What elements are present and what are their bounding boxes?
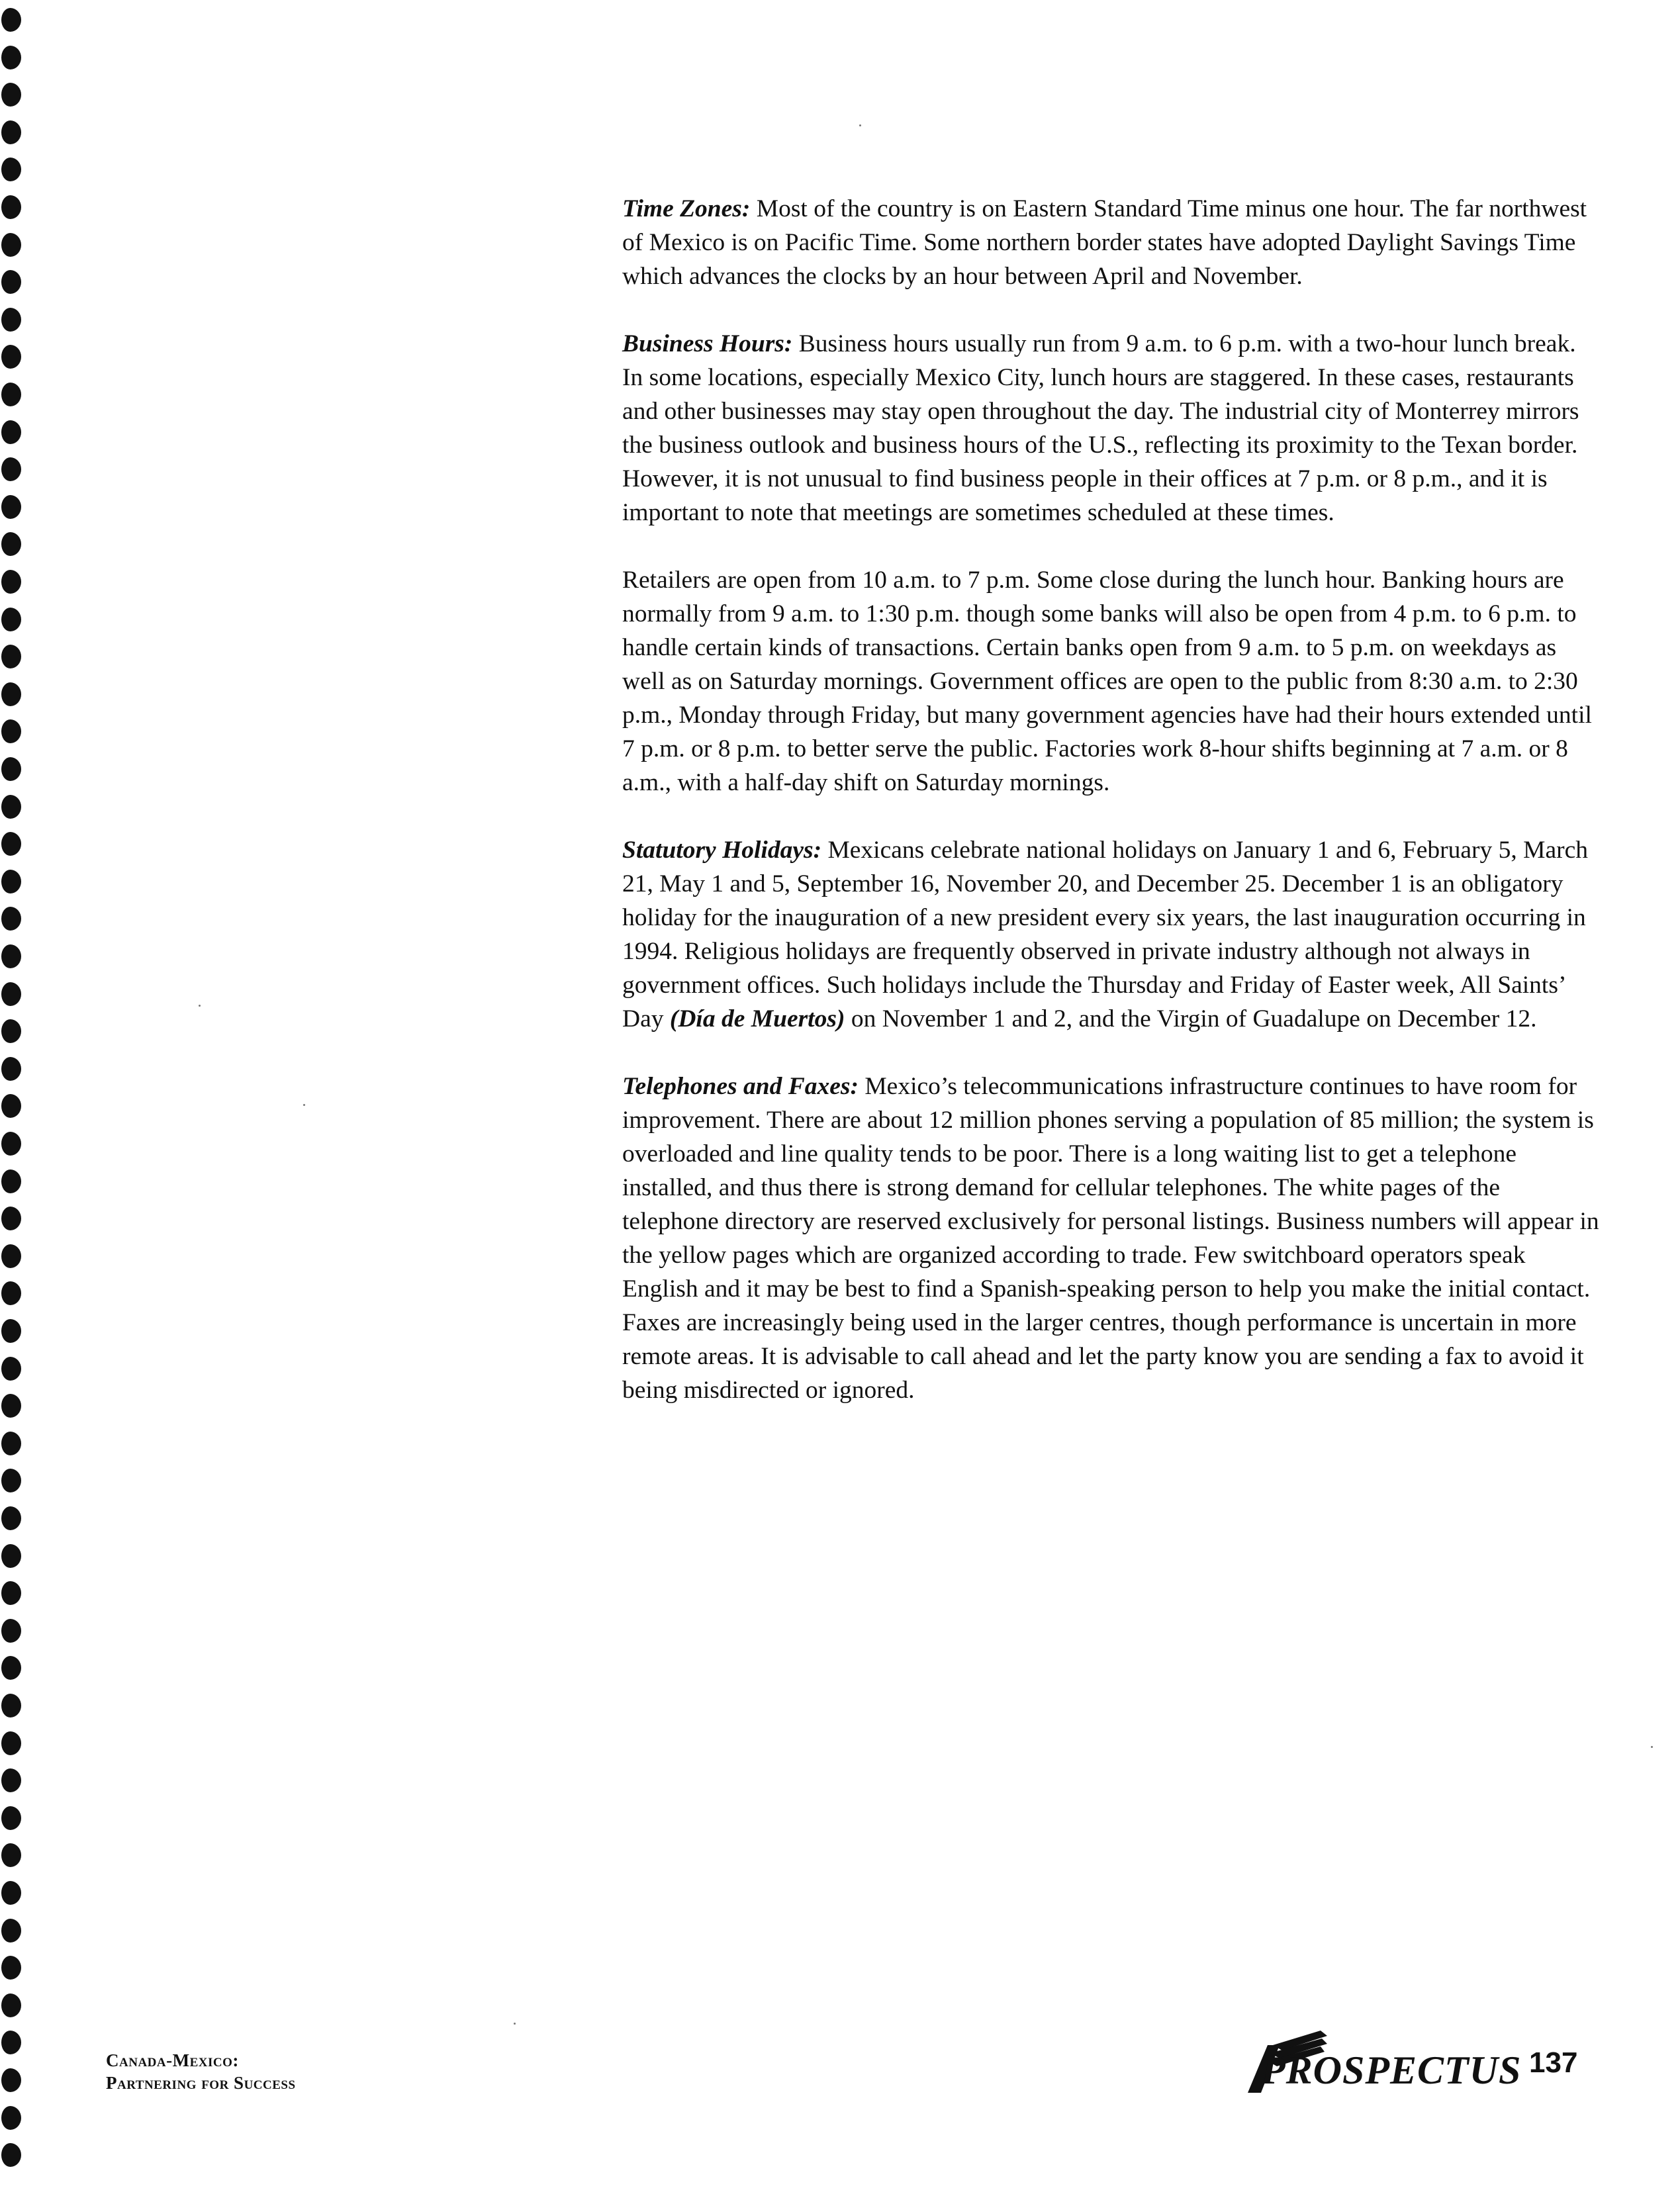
paragraph-time-zones xyxy=(622,192,1602,293)
binding-hole xyxy=(1,1469,21,1492)
paragraph-text: Mexico’s telecommunications infrastructure continues to have room for improvement. There are about 12 million phones serving a population of 85 million; the system is overloaded and line quality tends to be poor. There is a long waiting list to get a telephone installed, and thus there is strong demand for cellular telephones. The white pages of the telephone directory are reserved exclusively for personal listings. Business numbers will appear in the yellow pages which are organized according to trade. Few switchboard operators speak English and it may be best to find a Spanish-speaking person to help you make the initial contact. Faxes are increasingly being used in the larger centres, though performance is uncertain in more remote areas. It is advisable to call ahead and let the party know you are sending a fax to avoid it being misdirected or ignored. xyxy=(622,1073,1599,1404)
footer-publication-title xyxy=(106,2049,296,2094)
binding-hole xyxy=(1,1619,21,1643)
paragraph-business-hours xyxy=(622,327,1602,529)
binding-hole xyxy=(1,2106,21,2130)
binding-hole xyxy=(1,1394,21,1418)
footer-line-2: Partnering for Success xyxy=(106,2073,296,2093)
binding-hole xyxy=(1,1731,21,1755)
binding-hole xyxy=(1,233,21,257)
binding-hole xyxy=(1,2068,21,2092)
document-body xyxy=(622,192,1602,1441)
page-number: 137 xyxy=(1529,2046,1578,2079)
binding-hole xyxy=(1,1244,21,1268)
binding-hole xyxy=(1,1169,21,1193)
binding-hole xyxy=(1,308,21,332)
binding-hole xyxy=(1,46,21,69)
binding-hole xyxy=(1,1768,21,1792)
binding-hole xyxy=(1,1581,21,1605)
binding-hole xyxy=(1,1432,21,1455)
paragraph-heading: Time Zones: xyxy=(622,195,751,222)
binding-hole xyxy=(1,1506,21,1530)
binding-hole xyxy=(1,345,21,369)
binding-hole xyxy=(1,1544,21,1568)
binding-hole xyxy=(1,645,21,668)
paragraph-heading: Statutory Holidays: xyxy=(622,837,822,864)
paragraph-heading: Telephones and Faxes: xyxy=(622,1073,859,1100)
scan-speck xyxy=(1651,1746,1653,1748)
scan-speck xyxy=(859,124,861,126)
paragraph-statutory-holidays xyxy=(622,833,1602,1036)
binding-hole xyxy=(1,795,21,819)
scan-speck xyxy=(303,1104,305,1106)
binding-hole xyxy=(1,907,21,931)
binding-hole xyxy=(1,83,21,107)
binding-hole xyxy=(1,457,21,481)
paragraph-text: Retailers are open from 10 a.m. to 7 p.m. Some close during the lunch hour. Banking hours are normally from 9 a.m. to 1:30 p.m. though some banks will also be open from 4 p.m. to 6 p.m. to handle certain kinds of transactions. Certain banks open from 9 a.m. to 5 p.m. on weekdays as well as on Saturday mornings. Government offices are open to the public from 8:30 a.m. to 2:30 p.m., Monday through Friday, but many government agencies have had their hours extended until 7 p.m. or 8 p.m. to better serve the public. Factories work 8-hour shifts beginning at 7 a.m. or 8 a.m., with a half-day shift on Saturday mornings. xyxy=(622,567,1592,796)
binding-hole xyxy=(1,719,21,743)
binding-hole xyxy=(1,608,21,631)
binding-hole xyxy=(1,158,21,181)
binding-hole xyxy=(1,195,21,219)
binding-hole xyxy=(1,420,21,444)
binding-hole xyxy=(1,383,21,406)
binding-hole xyxy=(1,982,21,1006)
paragraph-heading: Business Hours: xyxy=(622,330,793,357)
binding-hole xyxy=(1,870,21,893)
binding-hole xyxy=(1,1357,21,1381)
paragraph-italic-term: (Día de Muertos) xyxy=(669,1005,845,1032)
binding-hole xyxy=(1,1843,21,1867)
spiral-binding xyxy=(0,0,26,2198)
binding-hole xyxy=(1,2143,21,2167)
binding-hole xyxy=(1,1881,21,1905)
scan-speck xyxy=(199,1005,201,1007)
binding-hole xyxy=(1,1919,21,1943)
binding-hole xyxy=(1,1806,21,1830)
binding-hole xyxy=(1,1319,21,1343)
binding-hole xyxy=(1,1656,21,1680)
binding-hole xyxy=(1,832,21,856)
binding-hole xyxy=(1,270,21,294)
binding-hole xyxy=(1,1993,21,2017)
paragraph-retail-hours xyxy=(622,563,1602,800)
binding-hole xyxy=(1,1132,21,1156)
footer-line-1: Canada-Mexico: xyxy=(106,2050,239,2070)
paragraph-text: Most of the country is on Eastern Standard Time minus one hour. The far northwest of Mexico is on Pacific Time. Some northern border states have adopted Daylight Savings Time which advances the clocks by an hour between April and November. xyxy=(622,195,1587,290)
binding-hole xyxy=(1,120,21,144)
paragraph-text: Mexicans celebrate national holidays on January 1 and 6, February 5, March 21, May 1 and 5, September 16, November 20, and December 25. December 1 is an obligatory holiday for the inauguration of a new president every six years, the last inauguration occurring in 1994. Religious holidays are frequently observed in private industry although not always in government offices. Such holidays include the Thursday and Friday of Easter week, All Saints’ Day xyxy=(622,837,1589,1032)
logo-text: PROSPECTUS xyxy=(1261,2048,1522,2092)
binding-hole xyxy=(1,757,21,781)
binding-hole xyxy=(1,1281,21,1305)
binding-hole xyxy=(1,1057,21,1081)
binding-hole xyxy=(1,8,21,32)
paragraph-text: on November 1 and 2, and the Virgin of Guadalupe on December 12. xyxy=(845,1005,1537,1032)
binding-hole xyxy=(1,1094,21,1118)
binding-hole xyxy=(1,682,21,706)
binding-hole xyxy=(1,570,21,594)
binding-hole xyxy=(1,1207,21,1230)
binding-hole xyxy=(1,495,21,519)
paragraph-telephones-faxes xyxy=(622,1070,1602,1407)
paragraph-text: Business hours usually run from 9 a.m. to 6 p.m. with a two-hour lunch break. In some locations, especially Mexico City, lunch hours are staggered. In these cases, restaurants and other businesses may stay open throughout the day. The industrial city of Monterrey mirrors the business outlook and business hours of the U.S., reflecting its proximity to the Texan border. However, it is not unusual to find business people in their offices at 7 p.m. or 8 p.m., and it is important to note that meetings are sometimes scheduled at these times. xyxy=(622,330,1579,526)
binding-hole xyxy=(1,2031,21,2054)
prospectus-logo xyxy=(1221,2019,1522,2098)
binding-hole xyxy=(1,1019,21,1043)
scan-speck xyxy=(514,2023,516,2025)
binding-hole xyxy=(1,1694,21,1717)
binding-hole xyxy=(1,944,21,968)
binding-hole xyxy=(1,532,21,556)
binding-hole xyxy=(1,1956,21,1980)
